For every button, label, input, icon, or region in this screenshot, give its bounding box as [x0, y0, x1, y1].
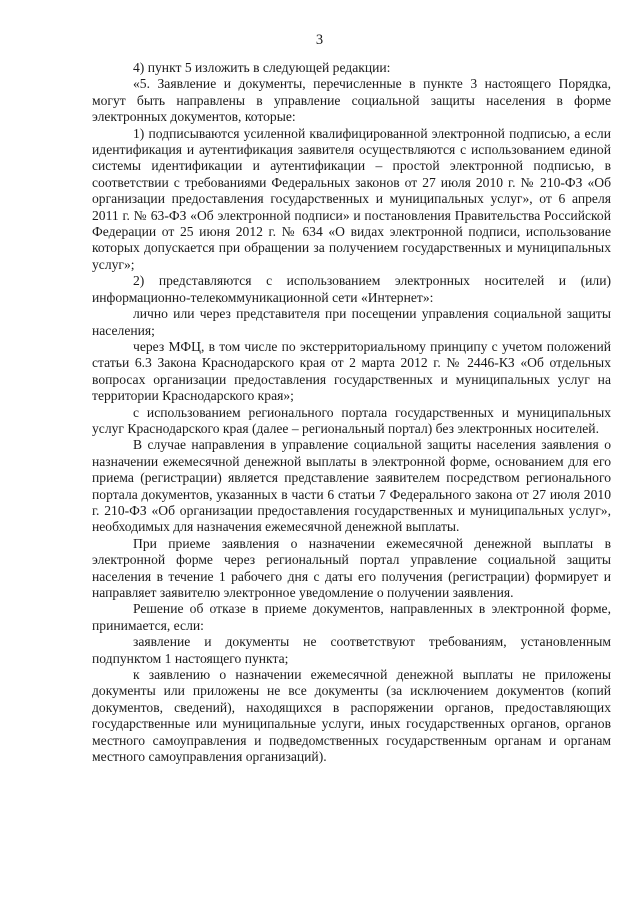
- paragraph: 2) представляются с использованием электронных носителей и (или) информационно-телекоммуникационной сети «Интернет»:: [92, 273, 611, 305]
- paragraph: заявление и документы не соответствуют требованиям, установленным подпунктом 1 настоящего пункта;: [92, 634, 611, 666]
- document-body: [92, 60, 611, 765]
- paragraph: «5. Заявление и документы, перечисленные в пункте 3 настоящего Порядка, могут быть направлены в управление социальной защиты населения в форме электронных документов, которые:: [92, 76, 611, 125]
- paragraph: При приеме заявления о назначении ежемесячной денежной выплаты в электронной форме через региональный портал управление социальной защиты населения в течение 1 рабочего дня с даты его получения (регистрации) формирует и направляет заявителю электронное уведомление о получении заявления.: [92, 535, 611, 600]
- page-number: 3: [315, 32, 324, 48]
- paragraph: 4) пункт 5 изложить в следующей редакции:: [133, 60, 391, 75]
- paragraph: к заявлению о назначении ежемесячной денежной выплаты не приложены документы или приложены не все документы (за исключением документов (копий документов, сведений), находящихся в распоряжении органов, предоставляющих государственные или муниципальные услуги, иных государственных органов, органов местного самоуправления и подведомственных государственным органам и органам местного самоуправления организаций).: [92, 667, 611, 765]
- paragraph: с использованием регионального портала государственных и муниципальных услуг Краснодарского края (далее – региональный портал) без электронных носителей.: [92, 404, 611, 436]
- paragraph: через МФЦ, в том числе по экстерриториальному принципу с учетом положений статьи 6.3 Закона Краснодарского края от 2 марта 2012 г. № 2446-КЗ «Об отдельных вопросах организации предоставления государственных и муниципальных услуг на территории Краснодарского края»;: [92, 338, 611, 404]
- paragraph: Решение об отказе в приеме документов, направленных в электронной форме, принимается, если:: [92, 601, 611, 633]
- paragraph: лично или через представителя при посещении управления социальной защиты населения;: [92, 306, 611, 338]
- paragraph: В случае направления в управление социальной защиты населения заявления о назначении ежемесячной денежной выплаты в электронной форме, основанием для его приема (регистрации) является представление заявителем посредством регионального портала документов, указанных в части 6 статьи 7 Федерального закона от 27 июля 2010 г. 210-ФЗ «Об организации предоставления государственных и муниципальных услуг», необходимых для назначения ежемесячной денежной выплаты.: [92, 437, 611, 535]
- paragraph: 1) подписываются усиленной квалифицированной электронной подписью, а если идентификация и аутентификация заявителя осуществляются с использованием единой системы идентификации и аутентификации – простой электронной подписью, в соответствии с требованиями Федеральных законов от 27 июля 2010 г. № 210-ФЗ «Об организации предоставления государственных и муниципальных услуг», от 6 апреля 2011 г. № 63-ФЗ «Об электронной подписи» и постановления Правительства Российской Федерации от 25 июня 2012 г. № 634 «О видах электронной подписи, использование которых допускается при обращении за получением государственных и муниципальных услуг»;: [92, 125, 611, 272]
